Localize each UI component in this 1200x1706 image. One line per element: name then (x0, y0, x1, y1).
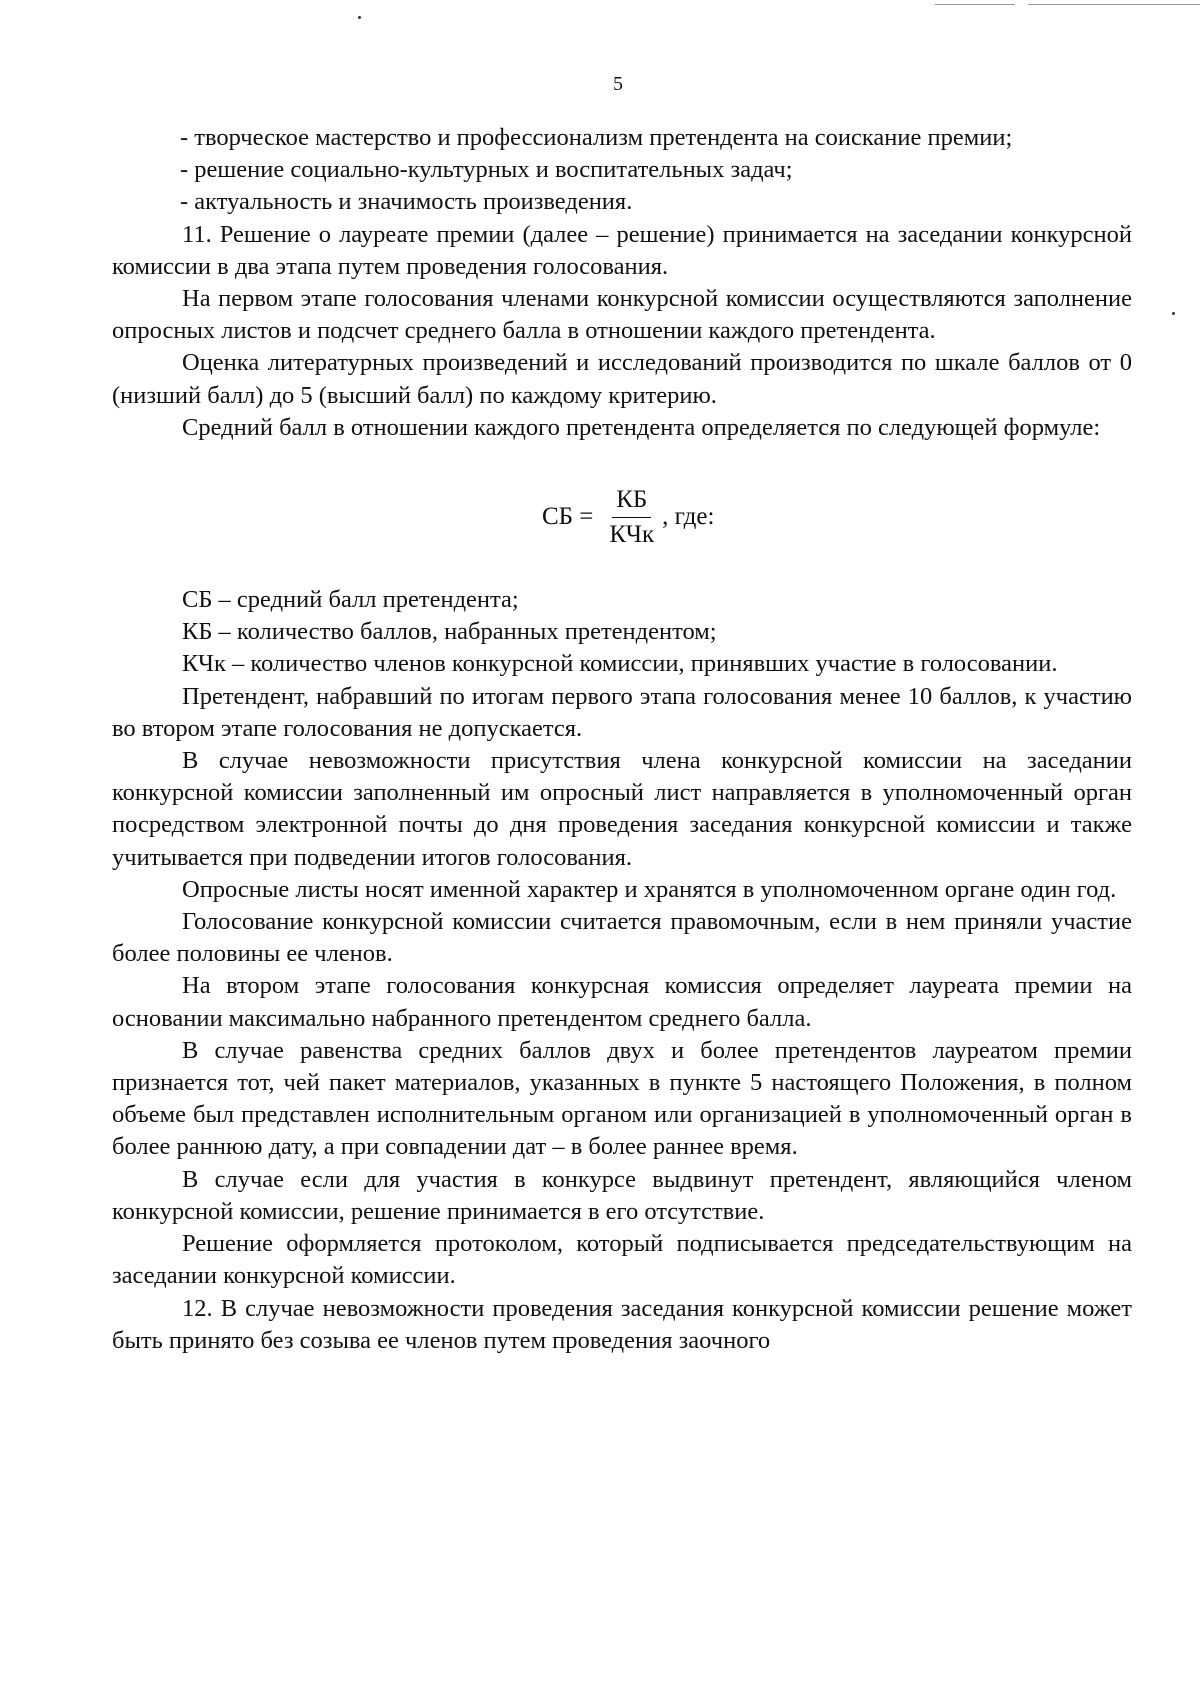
paragraph: На первом этапе голосования членами конкурсной комиссии осуществляются заполнение опросных листов и подсчет среднего балла в отношении каждого претендента. (112, 285, 1132, 345)
scan-speck (1172, 312, 1175, 315)
formula-lhs: СБ = (542, 502, 594, 530)
paragraph: 12. В случае невозможности проведения заседания конкурсной комиссии решение может быть принято без созыва ее членов путем проведения заочного (112, 1294, 1132, 1354)
paragraph: Оценка литературных произведений и исследований производится по шкале баллов от 0 (низший балл) до 5 (высший балл) по каждому критерию. (112, 349, 1132, 409)
scan-speck (358, 16, 361, 19)
scan-edge-line (935, 4, 1015, 5)
definition-item: КБ – количество баллов, набранных претендентом; (182, 618, 717, 646)
paragraph: В случае если для участия в конкурсе выдвинут претендент, являющийся членом конкурсной комиссии, решение принимается в его отсутствие. (112, 1165, 1132, 1225)
paragraph: Опросные листы носят именной характер и хранятся в уполномоченном органе один год. (182, 875, 1117, 903)
paragraph: Решение оформляется протоколом, который подписывается председательствующим на заседании конкурсной комиссии. (112, 1230, 1132, 1290)
document-body (112, 122, 1132, 1357)
paragraph: Средний балл в отношении каждого претендента определяется по следующей формуле: (182, 413, 1101, 441)
paragraph: Претендент, набравший по итогам первого этапа голосования менее 10 баллов, к участию во втором этапе голосования не допускается. (112, 682, 1132, 742)
paragraph: В случае невозможности присутствия члена конкурсной комиссии на заседании конкурсной комиссии заполненный им опросный лист направляется в уполномоченный орган посредством электронной почты до дня проведения заседания конкурсной комиссии и также учитывается при подведении итогов голосования. (112, 747, 1132, 871)
criterion-item: - актуальность и значимость произведения. (180, 188, 633, 216)
definition-item: КЧк – количество членов конкурсной комиссии, принявших участие в голосовании. (182, 650, 1058, 678)
formula-numerator: КБ (612, 485, 651, 518)
page-number: 5 (613, 73, 623, 95)
formula-fraction (605, 485, 658, 550)
formula-tail: , где: (662, 502, 715, 530)
paragraph: На втором этапе голосования конкурсная комиссия определяет лауреата премии на основании максимально набранного претендентом среднего балла. (112, 972, 1132, 1032)
paragraph: 11. Решение о лауреате премии (далее – решение) принимается на заседании конкурсной комиссии в два этапа путем проведения голосования. (112, 220, 1132, 280)
average-score-formula (112, 466, 1132, 568)
paragraph: Голосование конкурсной комиссии считается правомочным, если в нем приняли участие более половины ее членов. (112, 908, 1132, 968)
criterion-item: - творческое мастерство и профессионализм претендента на соискание премии; (180, 124, 1013, 151)
scan-edge-line (1028, 4, 1200, 5)
criterion-item: - решение социально-культурных и воспитательных задач; (180, 156, 793, 184)
paragraph: В случае равенства средних баллов двух и более претендентов лауреатом премии признается тот, чей пакет материалов, указанных в пункте 5 настоящего Положения, в полном объеме был представлен исполнительным органом или организацией в уполномоченный орган в более раннюю дату, а при совпадении дат – в более раннее время. (112, 1036, 1132, 1161)
formula-denominator: КЧк (609, 520, 655, 548)
definition-item: СБ – средний балл претендента; (182, 586, 519, 614)
